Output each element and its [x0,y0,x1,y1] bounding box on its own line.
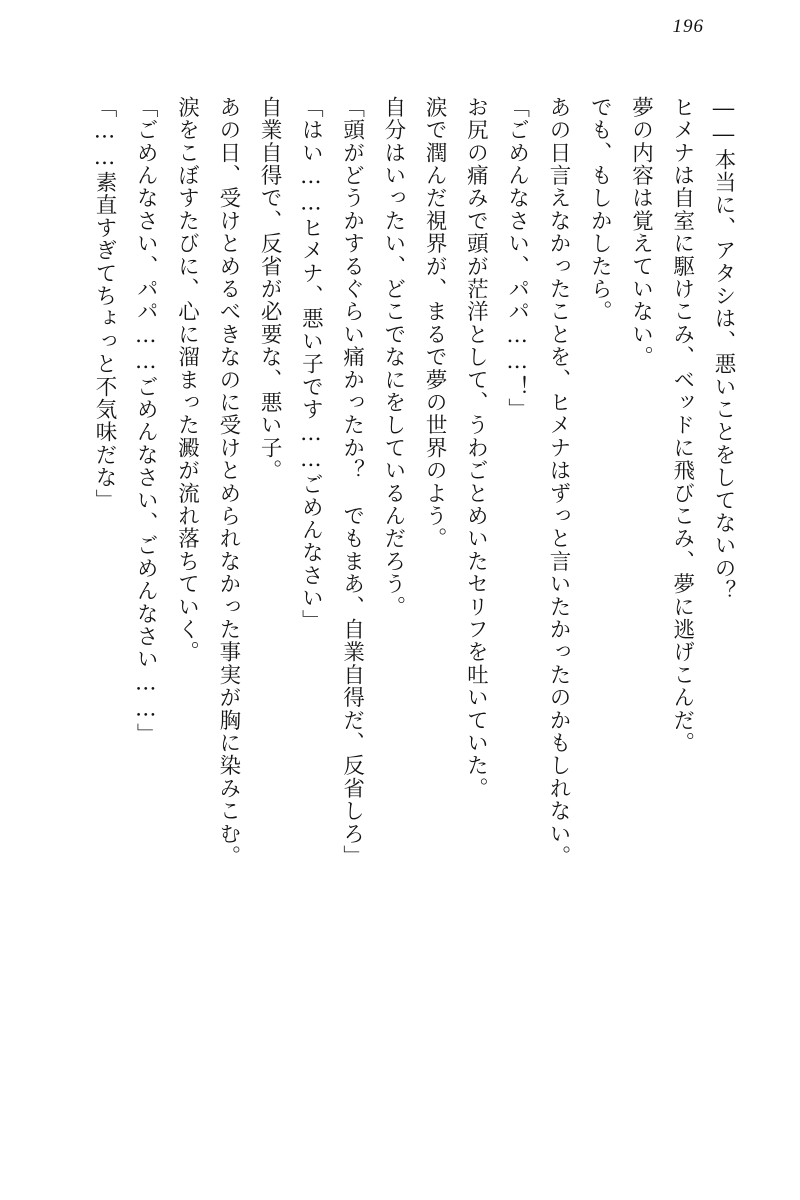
paragraph: 「ごめんなさい、パパ……！」 [504,96,530,421]
paragraph: あの日言えなかったことを、ヒメナはずっと言いたかったのかもしれない。 [545,96,571,868]
paragraph: 涙をこぼすたびに、心に溜まった澱が流れ落ちていく。 [174,96,200,664]
paragraph: 「ごめんなさい、パパ……ごめんなさい、ごめんなさい……」 [133,96,159,746]
paragraph: 「頭がどうかするぐらい痛かったか？ でもまあ、自業自得だ、反省しろ」 [339,96,365,868]
paragraph: あの日、受けとめるべきなのに受けとめられなかった事実が胸に染みこむ。 [215,96,241,868]
paragraph: ヒメナは自室に駆けこみ、ベッドに飛びこみ、夢に逃げこんだ。 [669,96,695,755]
paragraph: 自分はいったい、どこでなにをしているんだろう。 [380,96,406,619]
paragraph: お尻の痛みで頭が茫洋として、うわごとめいたセリフを吐いていた。 [463,96,489,800]
paragraph: 自業自得で、反省が必要な、悪い子。 [257,96,283,482]
paragraph: ――本当に、アタシは、悪いことをしてないの？ [711,96,736,603]
page-number: 196 [672,16,704,37]
paragraph: 「……素直すぎてちょっと不気味だな」 [92,96,118,512]
paragraph: 夢の内容は覚えていない。 [628,96,654,369]
page-body-text [48,96,744,1096]
paragraph: 「はい……ヒメナ、悪い子です……ごめんなさい」 [298,96,324,633]
paragraph: でも、もしかしたら。 [587,96,613,323]
paragraph: 涙で潤んだ視界が、まるで夢の世界のよう。 [422,96,448,550]
